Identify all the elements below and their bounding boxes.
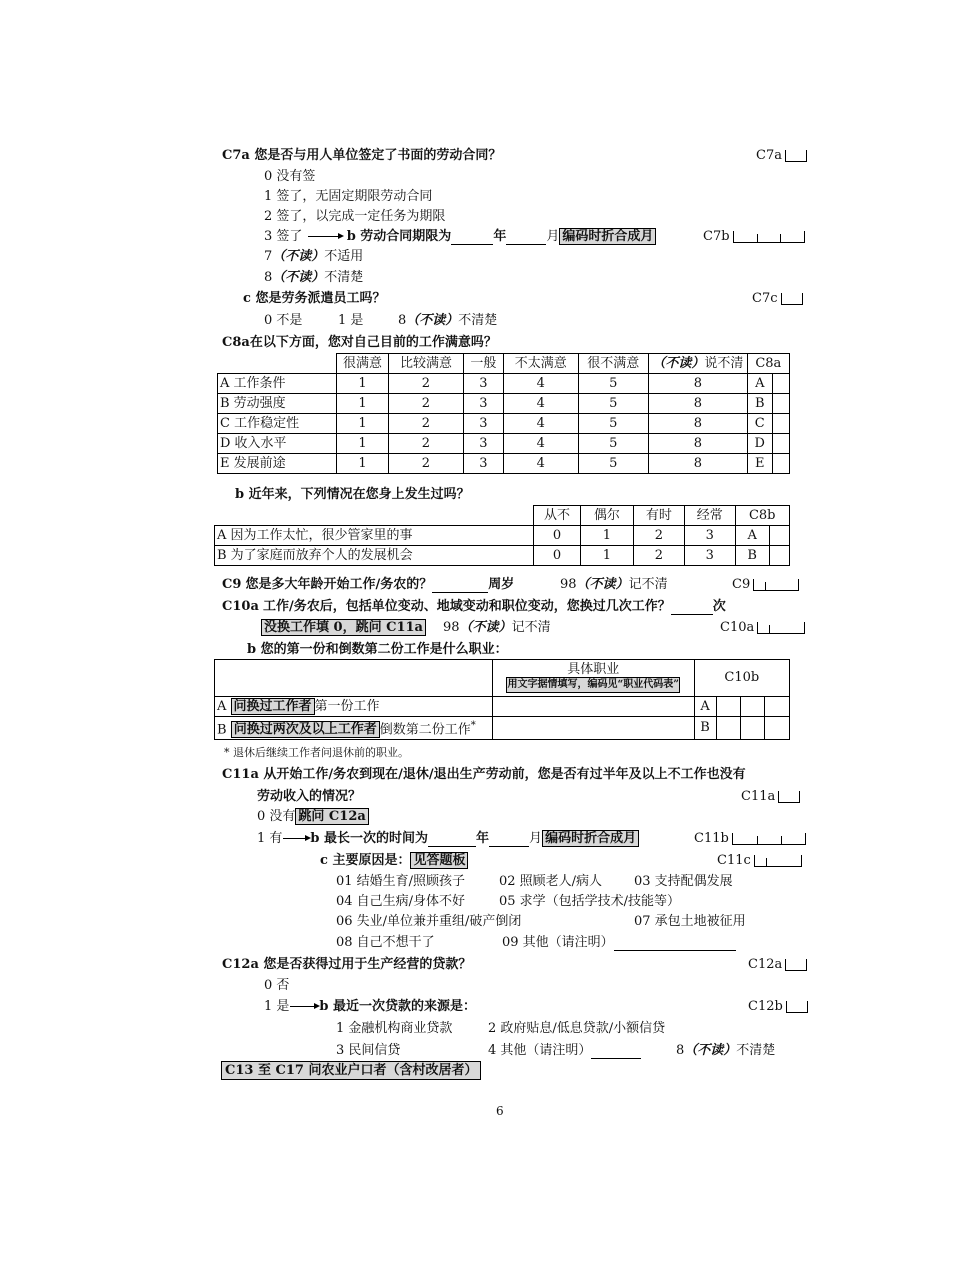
reason-06: 06 失业/单位兼并重组/破产倒闭 (336, 914, 522, 929)
source-2: 2 政府贴息/低息贷款/小额信贷 (488, 1021, 666, 1036)
code-box[interactable] (769, 546, 789, 566)
satisfaction-table (217, 353, 790, 474)
code-c10a[interactable]: C10a (720, 620, 805, 636)
code-c7c[interactable]: C7c (752, 291, 803, 307)
reason-02: 02 照顾老人/病人 (499, 874, 603, 889)
row-code: A (694, 697, 716, 717)
code-box[interactable] (741, 717, 765, 740)
answer-cell[interactable]: 1 (336, 454, 388, 474)
other-specify-blank[interactable] (591, 1058, 641, 1059)
code-box[interactable] (772, 394, 789, 414)
column-header: 很满意 (336, 354, 388, 374)
answer-cell[interactable]: 1 (336, 374, 388, 394)
c-option-0: 0 不是 (264, 313, 303, 328)
other-specify-blank[interactable] (614, 950, 736, 951)
code-box[interactable] (757, 622, 805, 634)
table-header-row (218, 354, 790, 374)
option-1: 1 有 b 最长一次的时间为 年 月 编码时折合成月 (257, 831, 639, 847)
occupation-table (214, 659, 790, 740)
reason-07: 07 承包土地被征用 (634, 914, 746, 929)
code-box[interactable] (765, 717, 790, 740)
code-box[interactable] (741, 697, 765, 717)
section-banner: C13 至 C17 问农业户口者（含村改居者） (221, 1063, 481, 1079)
page-number: 6 (496, 1104, 504, 1118)
code-c11a[interactable]: C11a (741, 789, 800, 805)
row-label: C 工作稳定性 (218, 414, 337, 434)
count-blank[interactable] (671, 614, 713, 615)
code-c7a[interactable]: C7a (756, 148, 807, 164)
table-row (215, 697, 790, 717)
coding-note: 编码时折合成月 (542, 830, 639, 847)
question-c7a (222, 148, 501, 164)
table-row (218, 394, 790, 414)
answer-cell[interactable]: 0 (533, 546, 580, 566)
row-label: A 工作条件 (218, 374, 337, 394)
code-box[interactable] (765, 697, 790, 717)
table-row (218, 454, 790, 474)
footnote: * 退休后继续工作者问退休前的职业。 (224, 746, 409, 759)
arrow-icon (290, 1006, 318, 1007)
option-8: 8（不读）不清楚 (264, 270, 364, 285)
code-box[interactable] (781, 293, 803, 305)
row-code: D (747, 434, 772, 454)
option-7: 7（不读）不适用 (264, 249, 364, 264)
row-label: A 因为工作太忙，很少管家里的事 (215, 526, 534, 546)
row-code: B (747, 394, 772, 414)
column-header: 不太满意 (503, 354, 578, 374)
question-c7c: c 您是劳务派遣员工吗？ (243, 291, 386, 306)
answer-cell[interactable]: 2 (389, 454, 464, 474)
answer-cell[interactable]: 3 (463, 394, 503, 414)
answer-cell[interactable]: 4 (503, 454, 578, 474)
arrow-icon (283, 838, 309, 839)
question-c11a-cont: 劳动收入的情况？ (257, 789, 362, 804)
column-header: 很不满意 (578, 354, 648, 374)
code-box[interactable] (769, 526, 789, 546)
option-0: 0 没有签 (264, 169, 316, 184)
option-0: 0 否 (264, 978, 290, 993)
code-box[interactable] (772, 434, 789, 454)
row-label: D 收入水平 (218, 434, 337, 454)
answer-cell[interactable]: 3 (685, 546, 735, 566)
answer-cell[interactable]: 2 (633, 546, 684, 566)
arrow-icon (308, 236, 342, 237)
code-box[interactable] (754, 855, 802, 867)
row-code: B (735, 546, 769, 566)
months-blank[interactable] (506, 244, 546, 245)
skip-instruction: 没换工作填 0，跳问 C11a (261, 620, 426, 636)
column-header: 具体职业 用文字据情填写，编码见“职业代码表” (492, 660, 694, 697)
code-c7b[interactable]: C7b (703, 229, 805, 245)
code-c9[interactable]: C9 (732, 577, 799, 593)
option-2: 2 签了，以完成一定任务为期限 (264, 209, 446, 224)
answer-board-note: 见答题板 (410, 852, 468, 869)
code-box[interactable] (753, 579, 799, 591)
table-row (215, 546, 790, 566)
coding-note: 用文字据情填写，编码见“职业代码表” (506, 677, 680, 693)
question-c10b: b 您的第一份和倒数第二份工作是什么职业： (247, 642, 508, 657)
answer-cell[interactable]: 5 (578, 454, 648, 474)
option-3: 3 签了 b 劳动合同期限为 年 月 编码时折合成月 (264, 229, 656, 245)
answer-cell[interactable]: 8 (648, 434, 747, 454)
answer-cell[interactable]: 5 (578, 434, 648, 454)
answer-cell[interactable]: 2 (389, 374, 464, 394)
question-c8a: C8a在以下方面，您对自己目前的工作满意吗？ (222, 335, 497, 350)
code-header: C8b (735, 506, 790, 526)
occupation-input[interactable] (492, 717, 694, 740)
source-3: 3 民间信贷 (336, 1043, 401, 1058)
question-c12a: C12a 您是否获得过用于生产经营的贷款？ (222, 957, 472, 972)
row-label: E 发展前途 (218, 454, 337, 474)
answer-cell[interactable]: 3 (463, 454, 503, 474)
option-98: 98（不读）记不清 (443, 620, 551, 635)
answer-cell[interactable]: 8 (648, 454, 747, 474)
column-header: 有时 (633, 506, 684, 526)
reason-09: 09 其他（请注明） (502, 935, 736, 951)
answer-cell[interactable]: 8 (648, 414, 747, 434)
answer-cell[interactable]: 5 (578, 374, 648, 394)
reason-01: 01 结婚生育/照顾孩子 (336, 874, 466, 889)
answer-cell[interactable]: 5 (578, 414, 648, 434)
reason-04: 04 自己生病/身体不好 (336, 894, 466, 909)
answer-cell[interactable]: 3 (463, 374, 503, 394)
code-c12a[interactable]: C12a (748, 957, 807, 973)
answer-cell[interactable]: 1 (336, 414, 388, 434)
coding-note: 编码时折合成月 (559, 228, 656, 245)
code-box[interactable] (785, 150, 807, 162)
column-header: （不读）说不清 (648, 354, 747, 374)
column-header: 经常 (685, 506, 735, 526)
answer-cell[interactable]: 4 (503, 374, 578, 394)
code-box[interactable] (716, 697, 741, 717)
question-c11c: c 主要原因是： 见答题板 (320, 853, 468, 869)
column-header: 从不 (533, 506, 580, 526)
column-header: 比较满意 (389, 354, 464, 374)
table-row (218, 434, 790, 454)
code-box[interactable] (785, 959, 807, 971)
table-row (215, 717, 790, 740)
answer-cell[interactable]: 4 (503, 394, 578, 414)
row-label: B 为了家庭而放弃个人的发展机会 (215, 546, 534, 566)
skip-instruction: 跳问 C12a (295, 808, 368, 825)
occupation-input[interactable] (492, 697, 694, 717)
years-blank[interactable] (451, 244, 493, 245)
code-box[interactable] (716, 717, 741, 740)
code-box[interactable] (732, 833, 806, 845)
months-blank[interactable] (489, 846, 529, 847)
table-row (218, 414, 790, 434)
code-box[interactable] (733, 231, 805, 243)
c-option-8: 8（不读）不清楚 (398, 313, 498, 328)
row-label: B 问换过两次及以上工作者 倒数第二份工作* (215, 717, 493, 740)
answer-cell[interactable]: 2 (389, 414, 464, 434)
column-header: 一般 (463, 354, 503, 374)
code-c11b[interactable]: C11b (694, 831, 806, 847)
answer-cell[interactable]: 1 (336, 394, 388, 414)
answer-cell[interactable]: 2 (633, 526, 684, 546)
row-code: C (747, 414, 772, 434)
question-c10a: C10a 工作/务农后，包括单位变动、地域变动和职位变动，您换过几次工作？ 次 (222, 599, 726, 614)
source-8: 8（不读）不清楚 (676, 1043, 776, 1058)
reason-08: 08 自己不想干了 (336, 935, 435, 950)
question-id: C7a (222, 148, 250, 163)
option-0: 0 没有 跳问 C12a (257, 809, 369, 825)
answer-cell[interactable]: 3 (463, 434, 503, 454)
row-label: A 问换过工作者 第一份工作 (215, 697, 493, 717)
answer-cell[interactable]: 2 (389, 434, 464, 454)
age-blank[interactable] (432, 592, 488, 593)
code-box[interactable] (772, 454, 789, 474)
answer-cell[interactable]: 5 (578, 394, 648, 414)
code-c11c[interactable]: C11c (717, 853, 802, 869)
code-box[interactable] (786, 1001, 808, 1013)
code-header: C8a (747, 354, 789, 374)
question-c8b: b 近年来，下列情况在您身上发生过吗？ (235, 487, 470, 502)
row-label: B 劳动强度 (218, 394, 337, 414)
option-98: 98（不读）记不清 (560, 577, 668, 592)
row-code: A (735, 526, 769, 546)
source-4: 4 其他（请注明） (488, 1043, 641, 1059)
code-c12b[interactable]: C12b (748, 999, 808, 1015)
row-code: E (747, 454, 772, 474)
code-header: C10b (694, 660, 789, 697)
code-box[interactable] (772, 374, 789, 394)
answer-cell[interactable]: 2 (389, 394, 464, 414)
answer-cell[interactable]: 8 (648, 394, 747, 414)
frequency-table (214, 505, 790, 566)
code-box[interactable] (778, 791, 800, 803)
code-box[interactable] (772, 414, 789, 434)
row-code: A (747, 374, 772, 394)
table-row (218, 374, 790, 394)
years-blank[interactable] (428, 846, 476, 847)
answer-cell[interactable]: 1 (581, 546, 633, 566)
answer-cell[interactable]: 4 (503, 434, 578, 454)
answer-cell[interactable]: 8 (648, 374, 747, 394)
answer-cell[interactable]: 1 (581, 526, 633, 546)
answer-cell[interactable]: 0 (533, 526, 580, 546)
source-1: 1 金融机构商业贷款 (336, 1021, 453, 1036)
option-1: 1 签了，无固定期限劳动合同 (264, 189, 433, 204)
column-header: 偶尔 (581, 506, 633, 526)
c-option-1: 1 是 (338, 313, 364, 328)
reason-05: 05 求学（包括学技术/技能等） (499, 894, 681, 909)
reason-03: 03 支持配偶发展 (634, 874, 733, 889)
question-c9: C9 您是多大年龄开始工作/务农的？ 周岁 (222, 577, 515, 592)
table-header-row (215, 660, 790, 697)
table-header-row (215, 506, 790, 526)
question-text: 您是否与用人单位签定了书面的劳动合同？ (254, 148, 502, 163)
answer-cell[interactable]: 1 (336, 434, 388, 454)
answer-cell[interactable]: 4 (503, 414, 578, 434)
table-row (215, 526, 790, 546)
answer-cell[interactable]: 3 (463, 414, 503, 434)
question-c11a: C11a 从开始工作/务农到现在/退休/退出生产劳动前，您是否有过半年及以上不工作也没有 (222, 767, 746, 782)
answer-cell[interactable]: 3 (685, 526, 735, 546)
row-code: B (694, 717, 716, 740)
option-1: 1 是 b 最近一次贷款的来源是： (264, 999, 477, 1014)
